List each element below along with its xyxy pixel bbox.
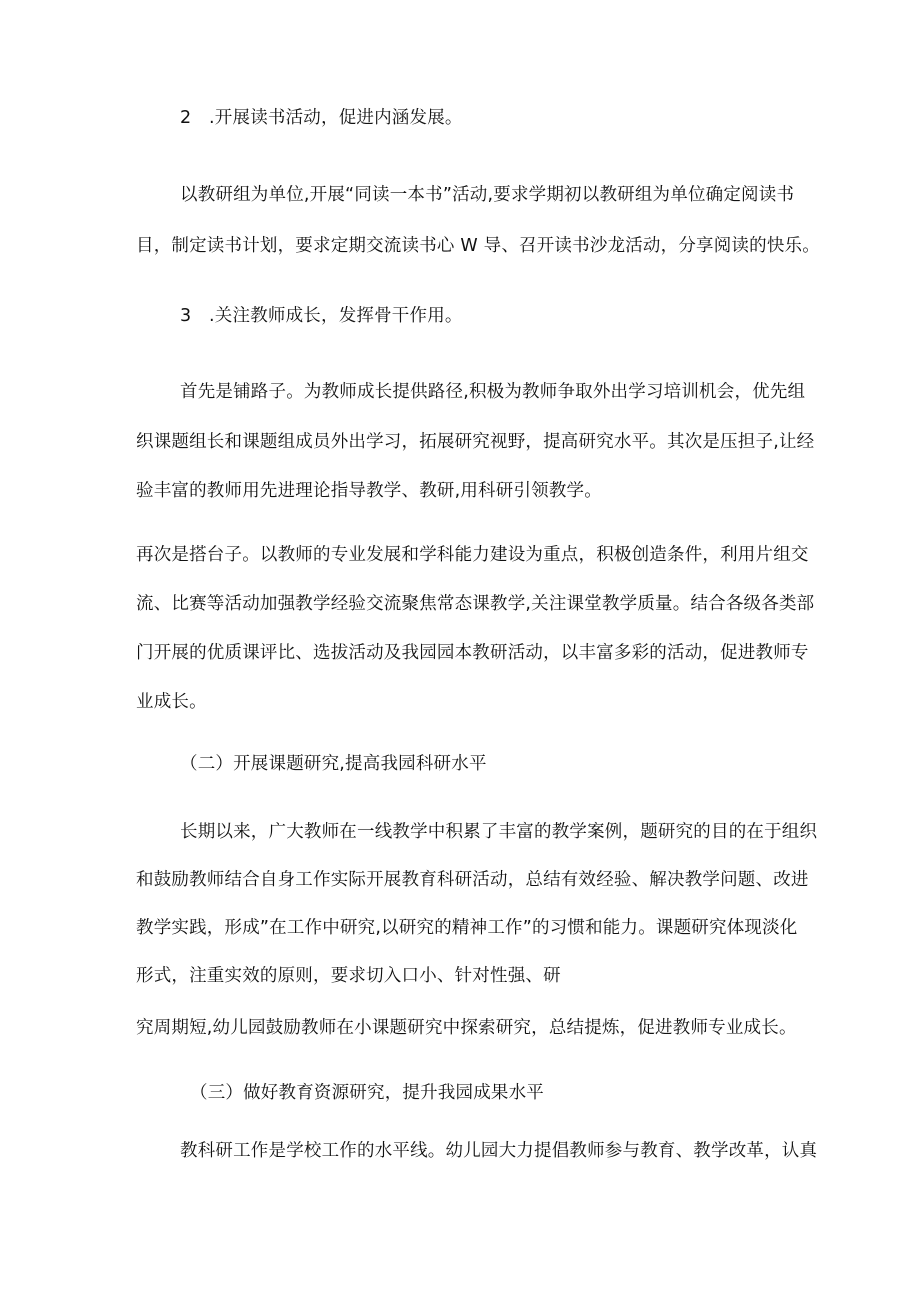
section-title-research: （二）开展课题研究,提高我园科研水平 [180, 754, 487, 774]
paragraph-line: 首先是铺路子。为教师成长提供路径,积极为教师争取外出学习培训机会，优先组 [180, 382, 806, 402]
paragraph-line: 业成长。 [136, 692, 207, 712]
paragraph-line: 门开展的优质课评比、选拔活动及我园园本教研活动，以丰富多彩的活动，促进教师专 [136, 643, 809, 663]
paragraph-line: 再次是搭台子。以教师的专业发展和学科能力建设为重点，积极创造条件，利用片组交 [136, 545, 809, 565]
paragraph-line: 和鼓励教师结合自身工作实际开展教育科研活动，总结有效经验、解决教学问题、改进 [136, 870, 809, 890]
paragraph-line: 长期以来，广大教师在一线教学中积累了丰富的教学案例，题研究的目的在于组织 [180, 822, 818, 842]
heading-reading-activity: 2 .开展读书活动，促进内涵发展。 [180, 108, 463, 128]
paragraph-line: 目，制定读书计划，要求定期交流读书心 W 导、召开读书沙龙活动，分享阅读的快乐。 [136, 236, 820, 256]
paragraph-line: 流、比赛等活动加强教学经验交流聚焦常态课教学,关注课堂教学质量。结合各级各类部 [136, 594, 815, 614]
heading-teacher-growth: 3 .关注教师成长，发挥骨干作用。 [180, 306, 463, 326]
paragraph-line: 织课题组长和课题组成员外出学习，拓展研究视野，提高研究水平。其次是压担子,让经 [136, 432, 815, 452]
paragraph-line: 教科研工作是学校工作的水平线。幼儿园大力提倡教师参与教育、教学改革，认真 [180, 1141, 818, 1161]
paragraph-line: 究周期短,幼儿园鼓励教师在小课题研究中探索研究，总结提炼，促进教师专业成长。 [136, 1018, 797, 1038]
paragraph-line: 验丰富的教师用先进理论指导教学、教研,用科研引领教学。 [136, 481, 602, 501]
section-title-resources: （三）做好教育资源研究，提升我园成果水平 [190, 1083, 544, 1103]
paragraph-line: 教学实践，形成”在工作中研究,以研究的精神工作”的习惯和能力。课题研究体现淡化 [136, 918, 798, 938]
paragraph-line: 形式，注重实效的原则，要求切入口小、针对性强、研 [136, 966, 561, 986]
paragraph-line: 以教研组为单位,开展“同读一本书”活动,要求学期初以教研组为单位确定阅读书 [180, 185, 795, 205]
